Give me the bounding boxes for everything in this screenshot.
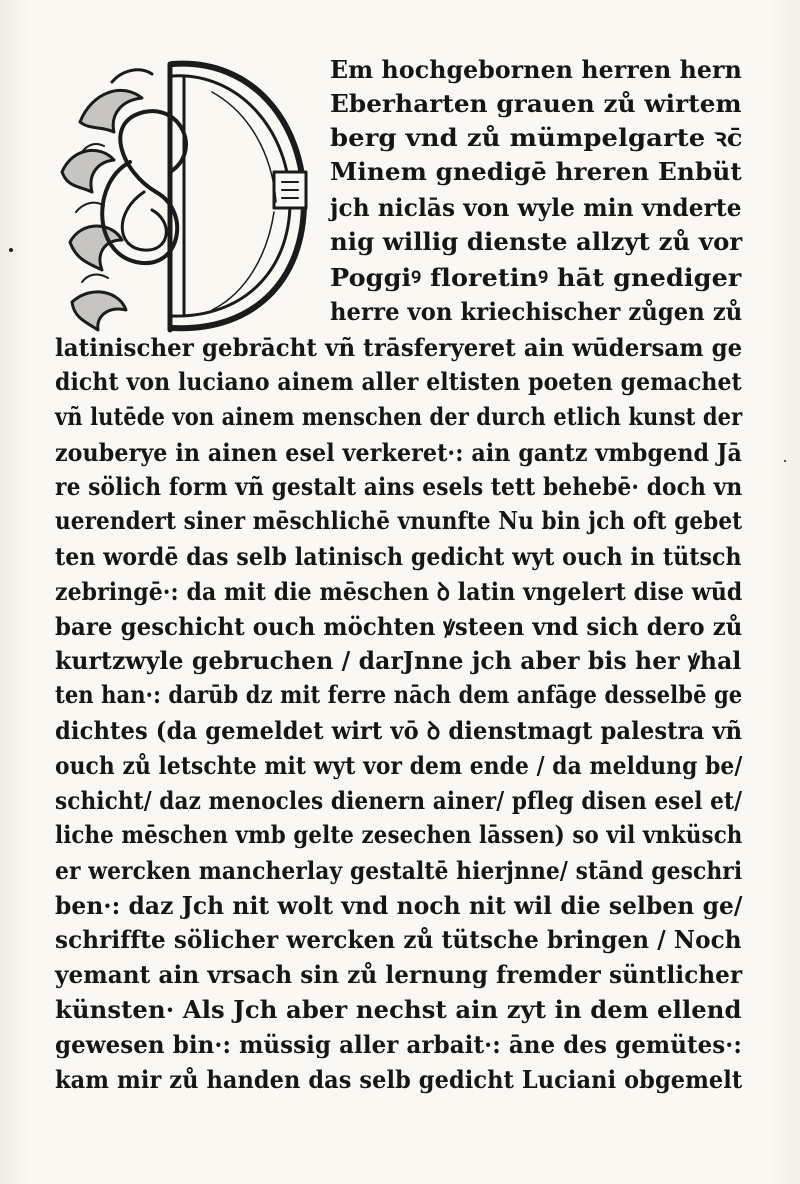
text-line: bare geschicht ouch möchten ꝟsteen vnd sich dero zů: [55, 612, 743, 641]
text-line: jch niclās von wyle min vnderte: [330, 193, 742, 222]
ink-speck: [9, 248, 13, 252]
text-line: nig willig dienste allzyt zů vor: [330, 227, 743, 256]
text-line: Poggiꝰ floretinꝰ hāt gnediger: [330, 263, 742, 292]
decorated-initial: [52, 52, 320, 336]
text-line: dichtes (da gemeldet wirt vō ꝺ dienstmagt palestra vñ: [55, 716, 743, 745]
text-line: zebringē·: da mit die mēschen ꝺ latin vngelert dise wūd: [55, 577, 743, 606]
text-line: ten wordē das selb latinisch gedicht wyt ouch in tütsch: [55, 542, 742, 571]
text-line: latinischer gebrācht vñ trāsferyeret ain wūdersam ge: [55, 333, 743, 362]
text-line: ten han·: darūb dz mit ferre nāch dem anfāge desselbē ge: [55, 680, 743, 709]
text-line: kam mir zů handen das selb gedicht Luciani obgemelt: [55, 1065, 743, 1094]
text-line: schriffte sölicher wercken zů tütsche bringen / Noch: [55, 925, 742, 954]
text-line: ouch zů letschte mit wyt vor dem ende / da meldung be/: [55, 751, 743, 780]
text-line: schicht/ daz menocles dienern ainer/ pfleg disen esel et/: [55, 786, 743, 815]
text-line: re sölich form vñ gestalt ains esels tett behebē· doch vn: [55, 472, 743, 501]
text-line: berg vnd zů mümpelgarte ꝛc̄: [330, 123, 743, 152]
text-line: zouberye in ainen esel verkeret·: ain gantz vmbgend Jā: [55, 438, 742, 467]
text-line: künsten· Als Jch aber nechst ain zyt in dem ellend: [55, 995, 742, 1024]
text-line: dicht von luciano ainem aller eltisten poeten gemachet: [55, 367, 742, 396]
text-line: gewesen bin·: müssig aller arbait·: āne des gemütes·:: [55, 1030, 742, 1059]
text-line: herre von kriechischer zůgen zů: [330, 297, 743, 326]
text-line: ben·: daz Jch nit wolt vnd noch nit wil die selben ge/: [55, 891, 743, 920]
text-line: uerendert siner mēschlichē vnunfte Nu bin jch oft gebet: [55, 506, 743, 535]
text-line: kurtzwyle gebruchen / darJnne jch aber bis her ꝟhal: [55, 646, 742, 675]
text-line: Minem gnedigē hreren Enbüt: [330, 157, 742, 186]
text-line: Em hochgebornen herren hern: [330, 55, 742, 84]
text-line: vñ lutēde von ainem menschen der durch etlich kunst der: [55, 402, 743, 431]
text-line: Eberharten grauen zů wirtem: [330, 89, 742, 118]
ink-speck: [784, 460, 786, 462]
text-line: er wercken mancherlay gestaltē hierjnne/ stānd geschri: [55, 856, 743, 885]
text-line: yemant ain vrsach sin zů lernung fremder süntlicher: [55, 960, 743, 989]
text-line: liche mēschen vmb gelte zesechen lāssen) so vil vnküsch: [55, 820, 743, 849]
